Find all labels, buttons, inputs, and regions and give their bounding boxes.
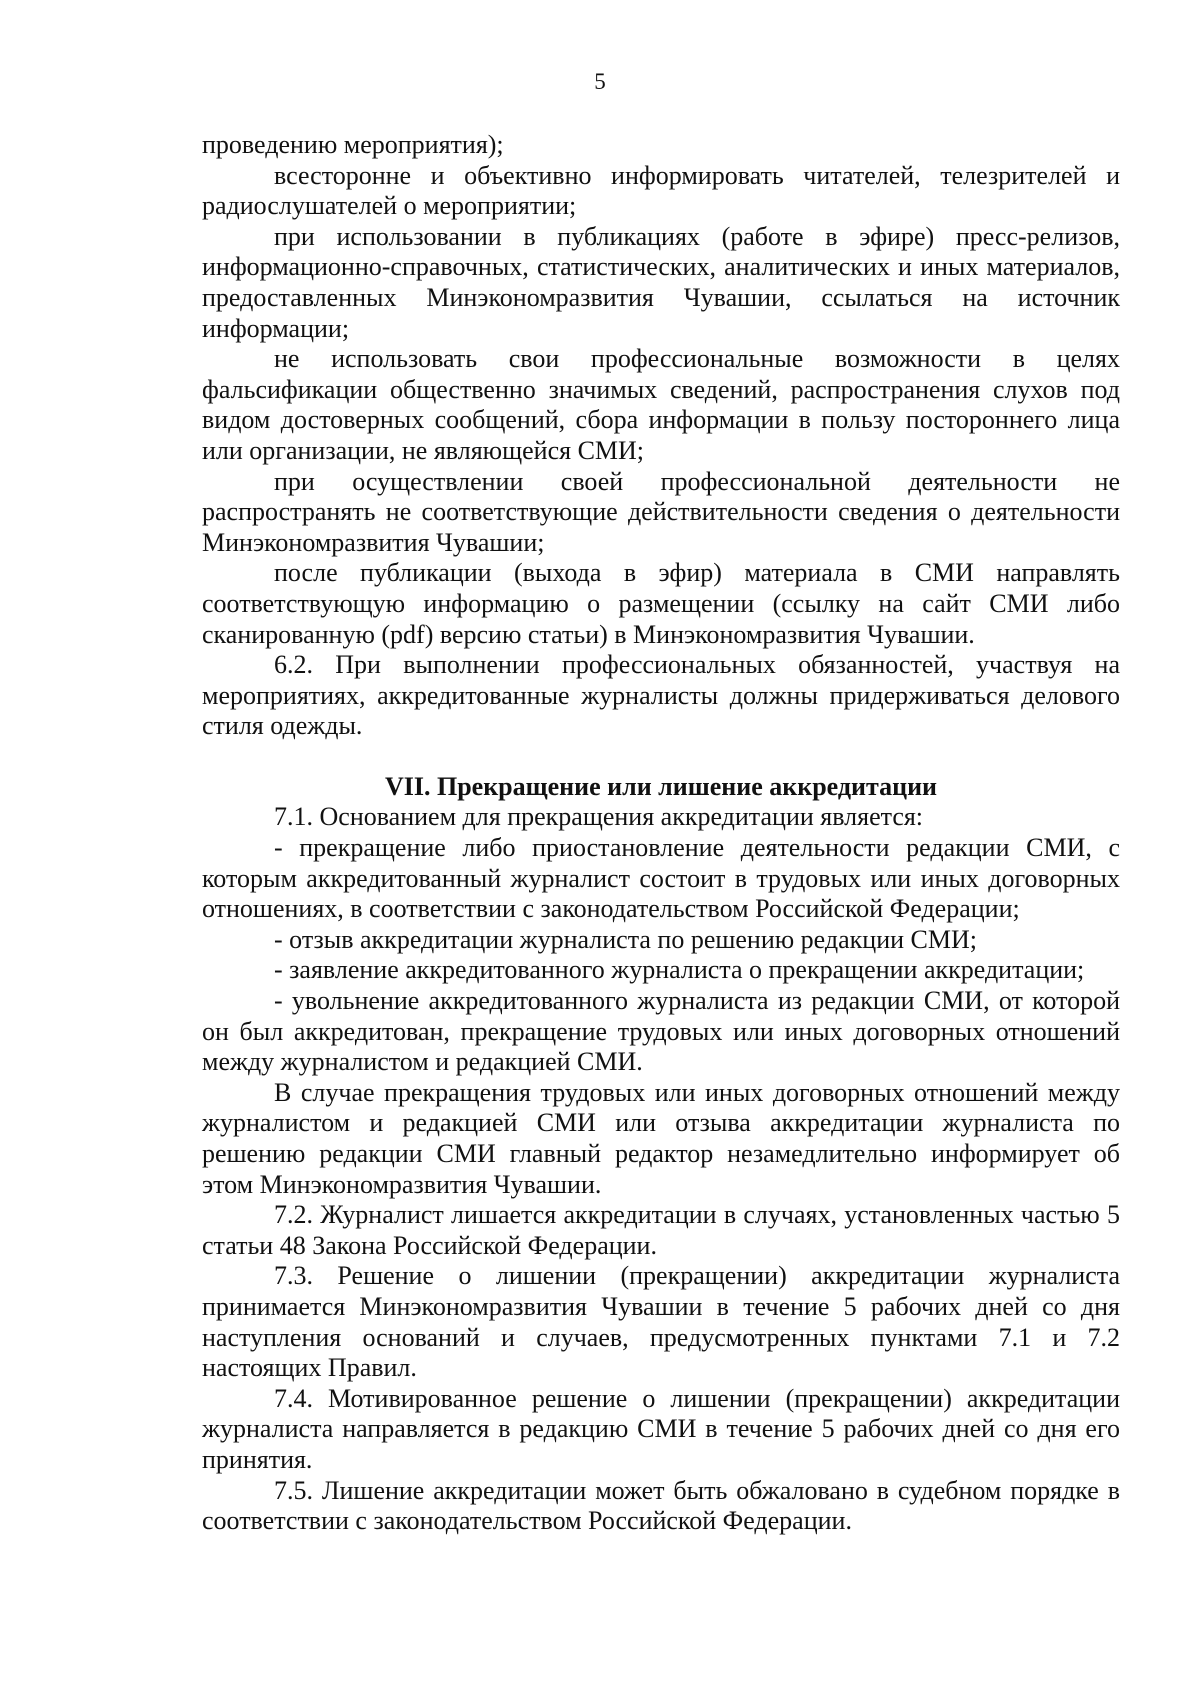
page-number: 5 — [594, 69, 606, 94]
paragraph: 7.5. Лишение аккредитации может быть обжаловано в судебном порядке в соответствии с законодательством Российской Федерации. — [202, 1475, 1120, 1536]
paragraph: после публикации (выхода в эфир) материала в СМИ направлять соответствующую информацию о размещении (ссылку на сайт СМИ либо сканированную (pdf) версию статьи) в Минэкономразвития Чувашии. — [202, 558, 1120, 649]
paragraph: 7.1. Основанием для прекращения аккредитации является: — [274, 802, 924, 832]
paragraph: 6.2. При выполнении профессиональных обязанностей, участвуя на мероприятиях, аккредитованные журналисты должны придерживаться делового стиля одежды. — [202, 650, 1120, 741]
section-heading: VII. Прекращение или лишение аккредитации — [384, 771, 938, 801]
paragraph: при использовании в публикациях (работе в эфире) пресс-релизов, информационно-справочных, статистических, аналитических и иных материалов, предоставленных Минэкономразвития Чувашии, ссылаться на источник информации; — [202, 221, 1120, 343]
paragraph: 7.3. Решение о лишении (прекращении) аккредитации журналиста принимается Минэкономразвития Чувашии в течение 5 рабочих дней со дня наступления оснований и случаев, предусмотренных пунктами 7.1 и 7.2 настоящих Правил. — [202, 1261, 1120, 1383]
paragraph: при осуществлении своей профессиональной деятельности не распространять не соответствующие действительности сведения о деятельности Минэкономразвития Чувашии; — [202, 466, 1120, 557]
paragraph: 7.4. Мотивированное решение о лишении (прекращении) аккредитации журналиста направляется в редакцию СМИ в течение 5 рабочих дней со дня его принятия. — [202, 1383, 1120, 1474]
list-item: - заявление аккредитованного журналиста о прекращении аккредитации; — [274, 955, 1085, 985]
paragraph: В случае прекращения трудовых или иных договорных отношений между журналистом и редакцией СМИ или отзыва аккредитации журналиста по решению редакции СМИ главный редактор незамедлительно информирует об этом Минэкономразвития Чувашии. — [202, 1077, 1120, 1199]
list-item: - прекращение либо приостановление деятельности редакции СМИ, с которым аккредитованный журналист состоит в трудовых или иных договорных отношениях, в соответствии с законодательством Российской Федерации; — [202, 833, 1120, 924]
list-item: - отзыв аккредитации журналиста по решению редакции СМИ; — [274, 924, 977, 954]
list-item: - увольнение аккредитованного журналиста из редакции СМИ, от которой он был аккредитован, прекращение трудовых или иных договорных отношений между журналистом и редакцией СМИ. — [202, 986, 1120, 1077]
paragraph: всесторонне и объективно информировать читателей, телезрителей и радиослушателей о мероприятии; — [202, 160, 1120, 221]
paragraph: 7.2. Журналист лишается аккредитации в случаях, установленных частью 5 статьи 48 Закона Российской Федерации. — [202, 1200, 1120, 1260]
document-body — [202, 130, 1120, 1537]
paragraph: проведению мероприятия); — [202, 130, 504, 159]
paragraph: не использовать свои профессиональные возможности в целях фальсификации общественно значимых сведений, распространения слухов под видом достоверных сообщений, сбора информации в пользу постороннего лица или организации, не являющейся СМИ; — [202, 344, 1120, 465]
